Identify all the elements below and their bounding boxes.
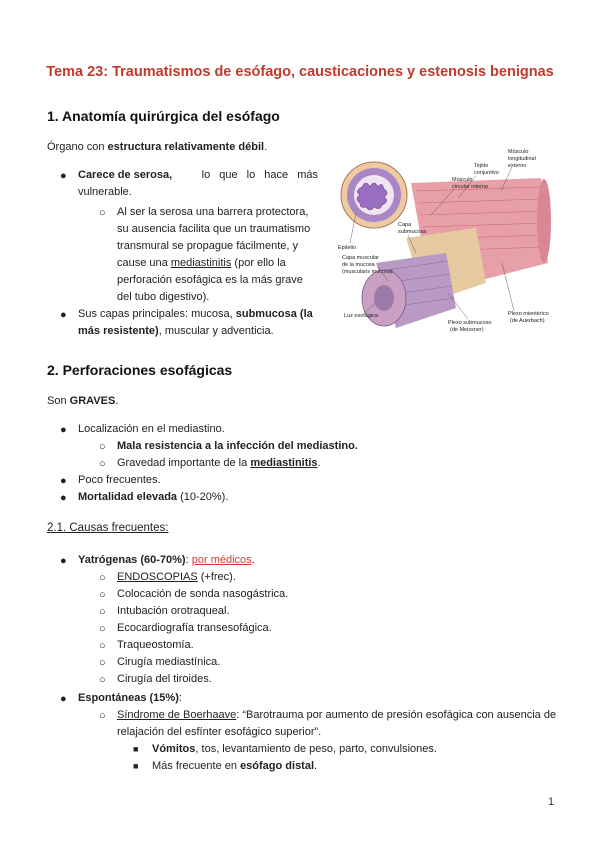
lumen (374, 285, 394, 311)
yat-intubacion: Intubación orotraqueal. (117, 605, 230, 617)
label-luz-esofagica: Luz esofágica (344, 313, 378, 319)
section-1-heading: 1. Anatomía quirúrgica del esófago (47, 108, 280, 124)
esophagus-layers-figure (336, 143, 558, 343)
bullet-circle: ○ (99, 207, 106, 219)
espontaneas-item: Espontáneas (15%): (78, 692, 182, 704)
bullet-circle: ○ (99, 441, 106, 453)
mediastinitis-link[interactable]: mediastinitis (250, 457, 318, 469)
mortalidad-item: Mortalidad elevada (10-20%). (78, 491, 229, 503)
bullet-square: ■ (133, 744, 139, 754)
bullet-dot: ● (60, 555, 67, 567)
bullet-dot: ● (60, 424, 67, 436)
bullet-circle: ○ (99, 606, 106, 618)
label-capa-muscular-mucosa: Capa muscular de la mucosa (muscularis mucosa) (342, 255, 393, 275)
document-title: Tema 23: Traumatismos de esófago, causticaciones y estenosis benignas (46, 64, 554, 80)
bullet-circle: ○ (99, 640, 106, 652)
label-plexo-mienterico: Plexo mientérico (de Auerbach) (508, 311, 549, 324)
bullet-dot: ● (60, 492, 67, 504)
boerhaave-localizacion: Más frecuente en esófago distal. (152, 760, 318, 772)
bullet-circle: ○ (99, 657, 106, 669)
bullet-circle: ○ (99, 623, 106, 635)
gravedad-item: Gravedad importante de la mediastinitis. (117, 457, 321, 469)
page-number: 1 (548, 796, 555, 808)
bullet-circle: ○ (99, 572, 106, 584)
yat-traqueostomia: Traqueostomía. (117, 639, 194, 651)
tube-end (537, 179, 551, 263)
bullet-square: ■ (133, 761, 139, 771)
localizacion-item: Localización en el mediastino. (78, 423, 225, 435)
bullet-dot: ● (60, 475, 67, 487)
yat-endoscopias: ENDOSCOPIAS (+frec). (117, 571, 236, 583)
boerhaave-link[interactable]: Síndrome de Boerhaave (117, 709, 237, 721)
yat-ecocardiografia: Ecocardiografía transesofágica. (117, 622, 272, 634)
yat-cirugia-tiroides: Cirugía del tiroides. (117, 673, 212, 685)
endoscopias-link[interactable]: ENDOSCOPIAS (117, 571, 198, 583)
boerhaave-causas: Vómitos, tos, levantamiento de peso, parto, convulsiones. (152, 743, 437, 755)
label-capa-submucosa: Capa submucosa (398, 222, 427, 235)
bullet-dot: ● (60, 309, 67, 321)
label-epitelio: Epitelio (338, 245, 357, 251)
bullet-circle: ○ (99, 710, 106, 722)
label-musculo-longitudinal: Músculo longitudinal externo (508, 149, 536, 169)
bullet-dot: ● (60, 693, 67, 705)
bullet-circle: ○ (99, 458, 106, 470)
layers-item: Sus capas principales: mucosa, submucosa (la más resistente), muscular y adventicia. (78, 308, 313, 337)
bullet-circle: ○ (99, 674, 106, 686)
yat-cirugia-mediastinica: Cirugía mediastínica. (117, 656, 221, 668)
boerhaave-item: Síndrome de Boerhaave: “Barotrauma por aumento de presión esofágica con ausencia de relajación del esfínter esofágico superior”. (117, 709, 557, 738)
label-tejido-conjuntivo: Tejido conjuntivo (474, 163, 499, 176)
causas-subheading: 2.1. Causas frecuentes: (47, 522, 169, 534)
resistencia-item: Mala resistencia a la infección del mediastino. (117, 440, 358, 452)
section-2-intro: Son GRAVES. (47, 395, 119, 407)
mediastinitis-link[interactable]: mediastinitis (170, 257, 232, 269)
bullet-circle: ○ (99, 589, 106, 601)
frecuencia-item: Poco frecuentes. (78, 474, 161, 486)
yatrogenas-item: Yatrógenas (60-70%): por médicos. (78, 554, 255, 566)
section-2-heading: 2. Perforaciones esofágicas (47, 362, 233, 378)
label-plexo-submucoso: Plexo submucoso (de Meissner) (448, 320, 492, 333)
yat-sonda: Colocación de sonda nasogástrica. (117, 588, 289, 600)
serosa-item: Carece de serosa, lo que lo hace más vulnerable. (78, 169, 318, 198)
bullet-dot: ● (60, 170, 67, 182)
serosa-subitem: Al ser la serosa una barrera protectora, su ausencia facilita que un traumatismo transmural se propague fácilmente, y cause una mediastinitis (por ello la perforación esofágica es la más grave del tubo digestivo). (117, 206, 311, 303)
label-musculo-circular: Músculo circular interno (452, 177, 489, 190)
por-medicos-link[interactable]: por médicos (191, 554, 252, 566)
section-1-intro: Órgano con estructura relativamente débil. (47, 141, 268, 153)
